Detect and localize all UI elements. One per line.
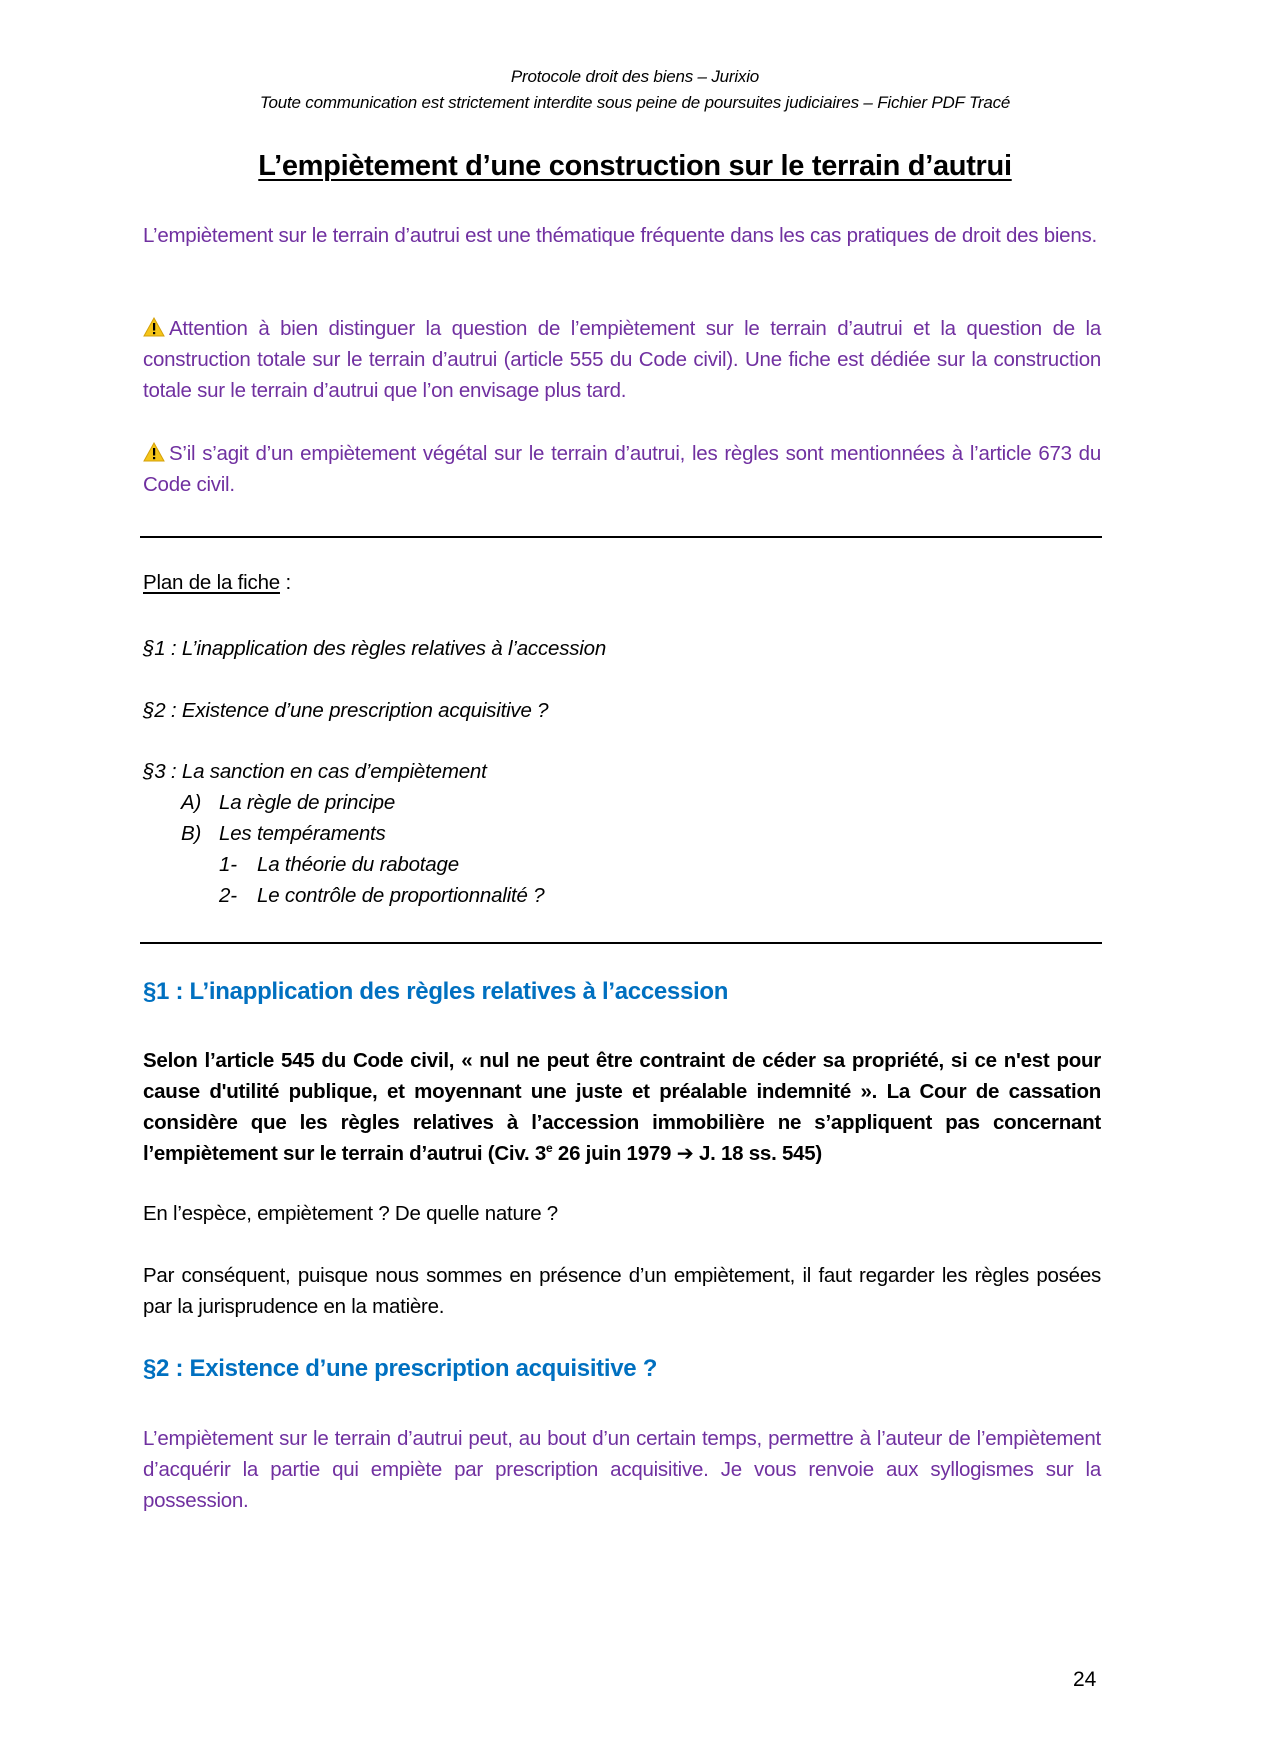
warning-note-2 bbox=[143, 438, 1101, 500]
horizontal-rule bbox=[140, 942, 1102, 944]
section-2-paragraph: L’empiètement sur le terrain d’autrui peut, au bout d’un certain temps, permettre à l’auteur de l’empiètement d’acquérir la partie qui empiète par prescription acquisitive. Je vous renvoie aux syllogismes sur la possession. bbox=[143, 1427, 1101, 1512]
running-header-title: Protocole droit des biens – Jurixio bbox=[510, 67, 760, 86]
plan-label-text: Plan de la fiche bbox=[143, 571, 280, 594]
section-1-legal-paragraph: Selon l’article 545 du Code civil, « nul ne peut être contraint de céder sa propriété, si ce n'est pour cause d'utilité publique, et moyennant une juste et préalable indemnité ». La Cour de cassation considère que les règles relatives à l’accession immobilière ne s’appliquent pas concernant l’empiètement sur le terrain d’autrui (Civ. 3e 26 juin 1979 ➔ J. 18 ss. 545) bbox=[143, 1045, 1101, 1169]
section-1-paragraph-3: Par conséquent, puisque nous sommes en présence d’un empiètement, il faut regarder les règles posées par la jurisprudence en la matière. bbox=[143, 1264, 1101, 1318]
warning-note-1-text: Attention à bien distinguer la question de l’empiètement sur le terrain d’autrui et la question de la construction totale sur le terrain d’autrui (article 555 du Code civil). Une fiche est dédiée sur la construction totale sur le terrain d’autrui que l’on envisage plus tard. bbox=[143, 317, 1101, 402]
plan-subsubitem-1: 1- La théorie du rabotage bbox=[219, 853, 459, 876]
warning-triangle-icon bbox=[143, 317, 165, 337]
warning-triangle-icon bbox=[143, 442, 165, 462]
page-title: L’empiètement d’une construction sur le terrain d’autrui bbox=[258, 150, 1012, 182]
plan-subsubitem-2: 2- Le contrôle de proportionnalité ? bbox=[219, 884, 545, 907]
intro-paragraph: L’empiètement sur le terrain d’autrui est une thématique fréquente dans les cas pratiques de droit des biens. bbox=[143, 224, 1097, 247]
section-1-paragraph-2: En l’espèce, empiètement ? De quelle nature ? bbox=[143, 1202, 558, 1225]
plan-subitem-b: B) Les tempéraments bbox=[181, 822, 386, 845]
section-1-heading: §1 : L’inapplication des règles relatives à l’accession bbox=[143, 978, 729, 1005]
right-arrow-icon: ➔ bbox=[676, 1142, 694, 1165]
page-number: 24 bbox=[1073, 1668, 1097, 1691]
plan-item-1: §1 : L’inapplication des règles relatives à l’accession bbox=[143, 637, 607, 660]
warning-note-2-text: S’il s’agit d’un empiètement végétal sur le terrain d’autrui, les règles sont mentionnées à l’article 673 du Code civil. bbox=[143, 442, 1101, 496]
plan-item-2: §2 : Existence d’une prescription acquisitive ? bbox=[143, 699, 549, 722]
plan-subitem-a: A) La règle de principe bbox=[181, 791, 396, 814]
horizontal-rule bbox=[140, 536, 1102, 538]
running-header-notice: Toute communication est strictement interdite sous peine de poursuites judiciaires – Fichier PDF Tracé bbox=[259, 93, 1011, 112]
warning-note-1 bbox=[143, 313, 1101, 406]
plan-label: Plan de la fiche : bbox=[143, 571, 291, 594]
section-2-heading: §2 : Existence d’une prescription acquisitive ? bbox=[143, 1355, 658, 1382]
plan-item-3: §3 : La sanction en cas d’empiètement bbox=[143, 760, 487, 783]
